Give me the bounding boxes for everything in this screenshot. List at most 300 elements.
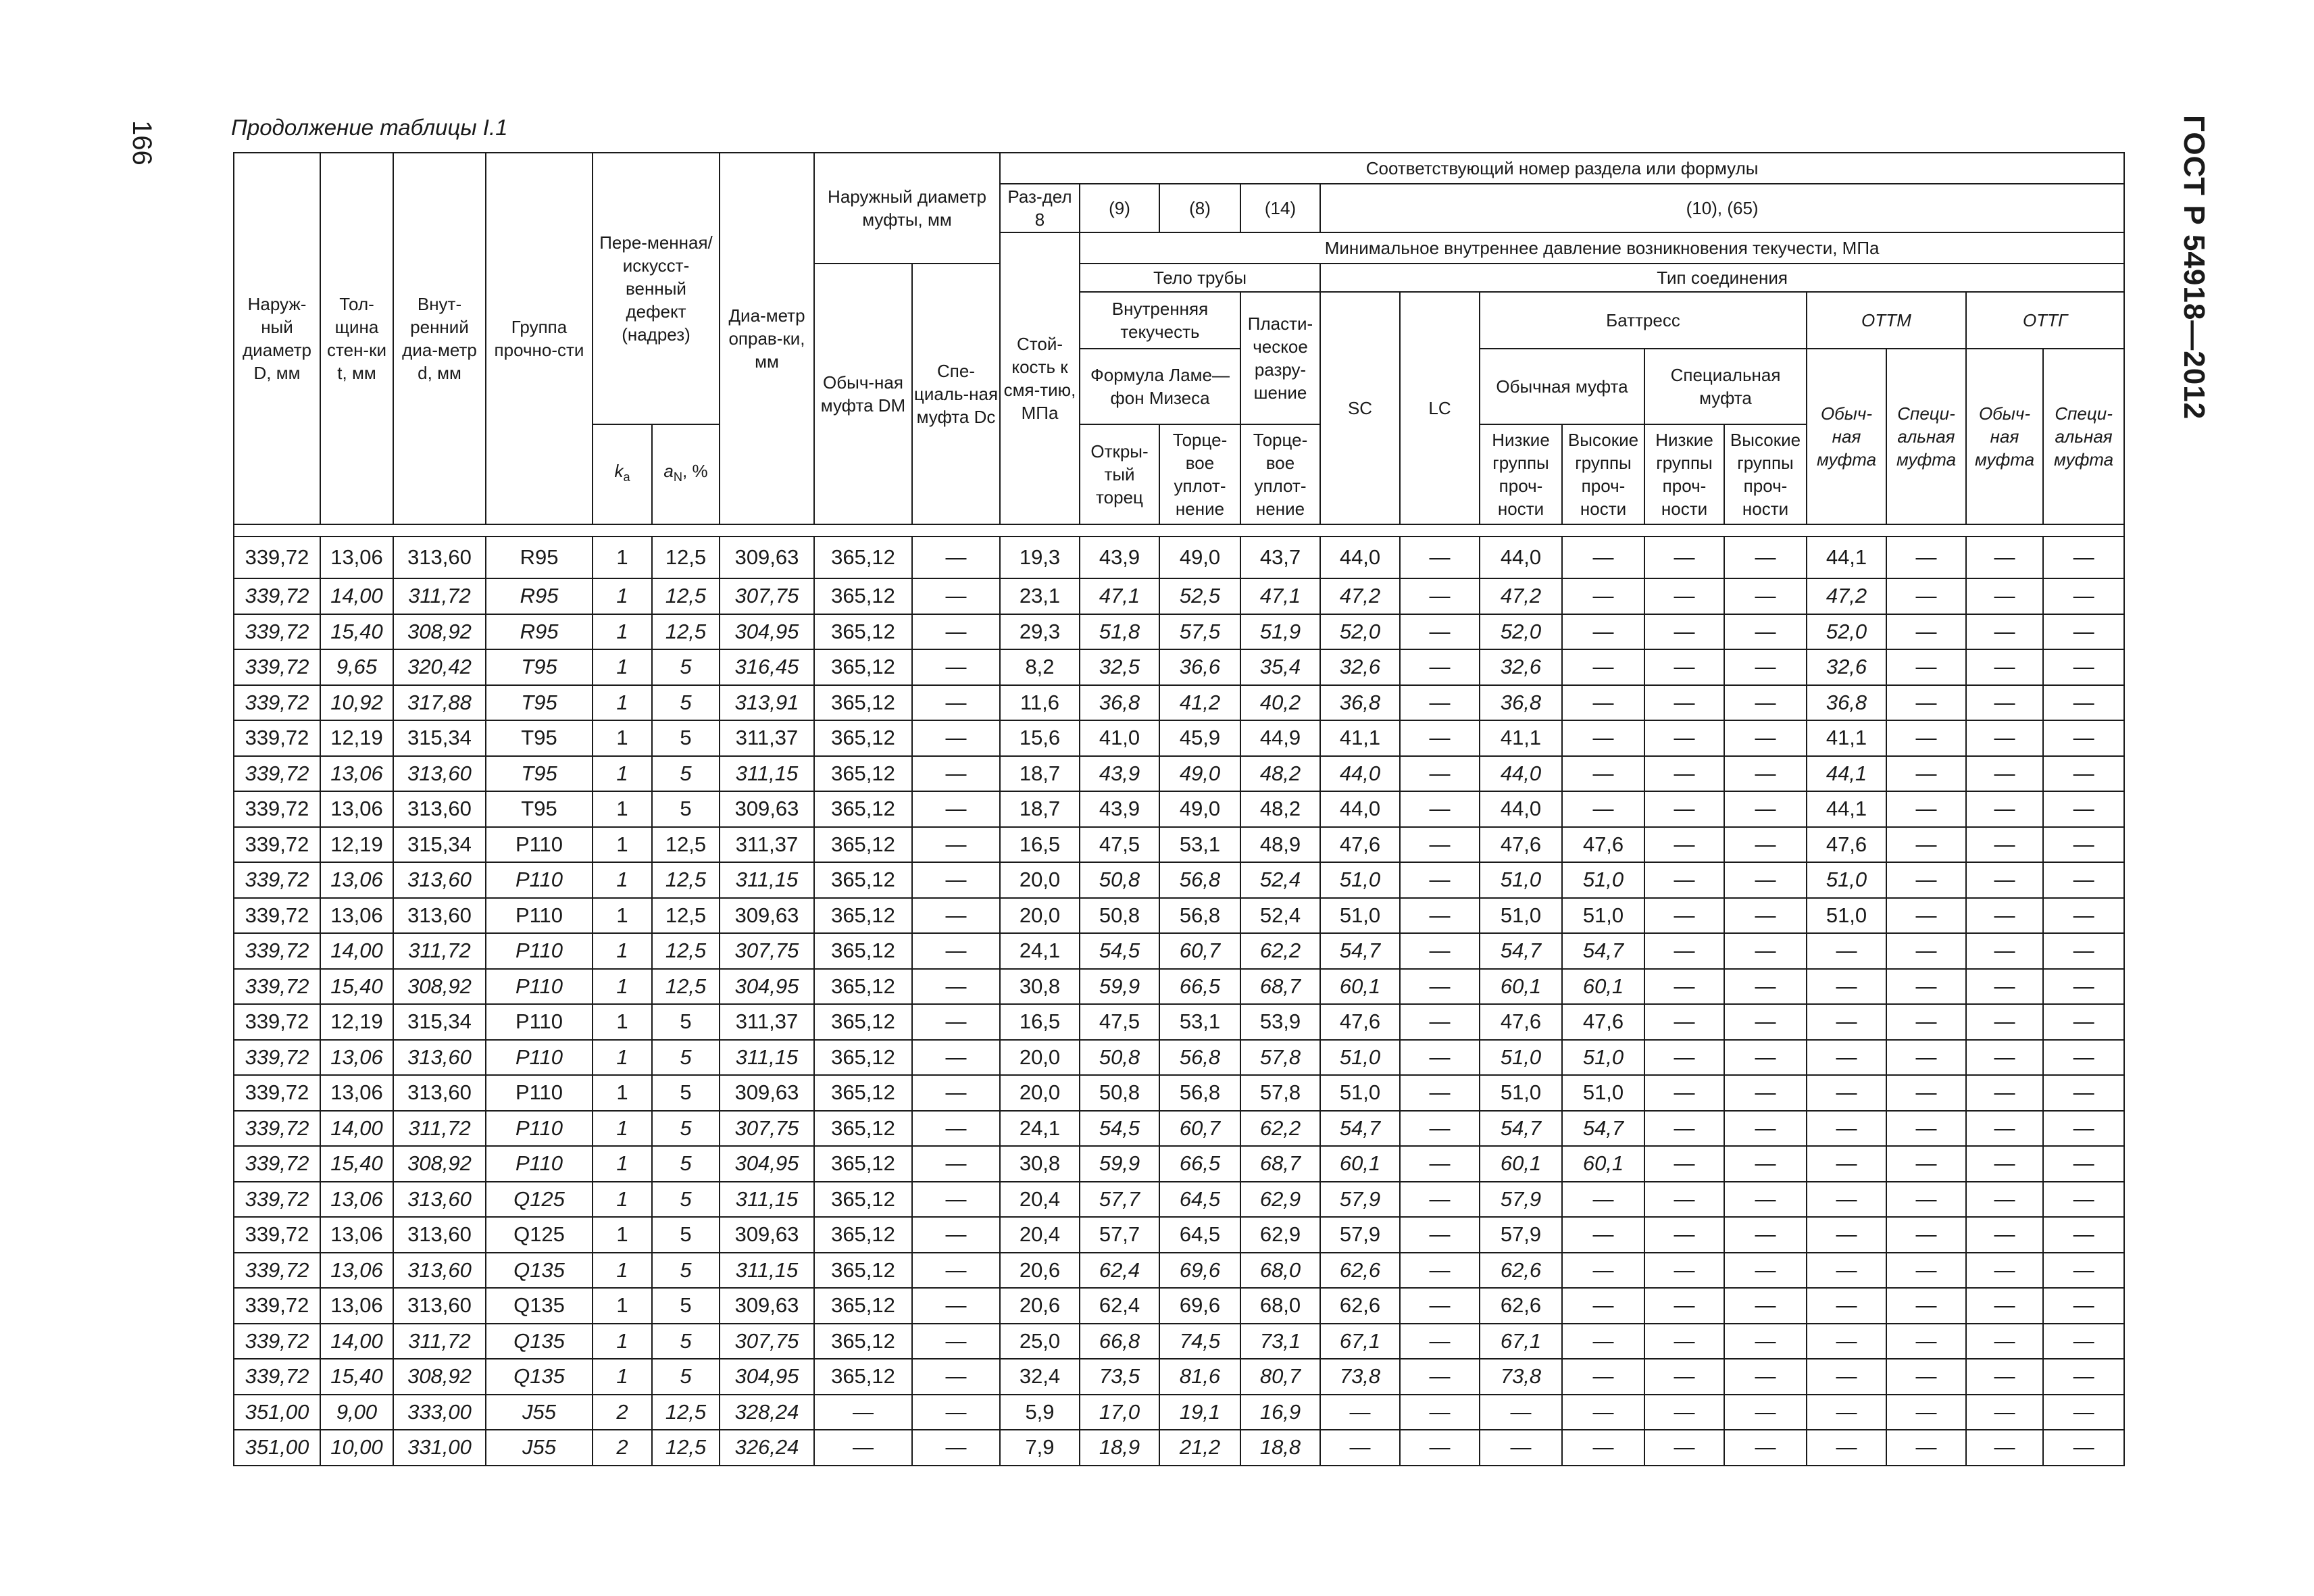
table-cell: 313,60: [393, 1075, 486, 1111]
ottm-header: ОТТМ: [1807, 292, 1966, 349]
table-row: [234, 1359, 2124, 1395]
table-cell: 59,9: [1080, 1146, 1159, 1182]
ottg-header: ОТТГ: [1966, 292, 2124, 349]
table-cell: —: [912, 1430, 1000, 1466]
table-cell: 16,9: [1240, 1395, 1320, 1430]
table-cell: —: [1886, 1075, 1966, 1111]
col-plastic-end-seal: Торце-вое уплот-нение: [1240, 424, 1320, 524]
table-cell: 56,8: [1159, 1040, 1240, 1076]
table-cell: —: [1562, 720, 1644, 756]
table-cell: 320,42: [393, 649, 486, 685]
table-cell: —: [1724, 862, 1807, 898]
table-row: [234, 614, 2124, 650]
table-cell: 41,1: [1480, 720, 1562, 756]
table-cell: 51,0: [1320, 862, 1400, 898]
table-cell: 13,06: [320, 756, 393, 792]
table-cell: 313,60: [393, 898, 486, 934]
table-cell: 54,7: [1562, 1111, 1644, 1147]
table-cell: 1: [593, 933, 652, 969]
table-cell: —: [1724, 685, 1807, 721]
table-cell: 339,72: [234, 1359, 320, 1395]
table-cell: —: [1966, 1075, 2043, 1111]
table-cell: 365,12: [814, 933, 912, 969]
table-cell: 5: [652, 685, 720, 721]
table-cell: —: [1724, 791, 1807, 827]
table-cell: 5: [652, 1111, 720, 1147]
table-cell: —: [1320, 1395, 1400, 1430]
table-cell: 57,7: [1080, 1182, 1159, 1218]
table-cell: —: [1644, 685, 1724, 721]
table-cell: —: [2043, 791, 2124, 827]
table-cell: —: [2043, 933, 2124, 969]
table-cell: 54,7: [1480, 933, 1562, 969]
table-cell: 14,00: [320, 578, 393, 614]
table-cell: 21,2: [1159, 1430, 1240, 1466]
col-defect: Пере-менная/ искусст-венный дефект (надрез): [593, 153, 720, 424]
table-cell: 44,1: [1807, 791, 1886, 827]
table-cell: 48,9: [1240, 827, 1320, 863]
table-cell: 54,7: [1562, 933, 1644, 969]
formula-8: (8): [1159, 184, 1240, 232]
table-cell: —: [1886, 791, 1966, 827]
table-cell: 16,5: [1000, 827, 1080, 863]
table-cell: —: [1400, 1430, 1480, 1466]
table-cell: 15,6: [1000, 720, 1080, 756]
table-cell: 41,2: [1159, 685, 1240, 721]
table-cell: 60,1: [1320, 1146, 1400, 1182]
plastic-failure-header: Пласти-ческое разру-шение: [1240, 292, 1320, 424]
table-cell: 12,5: [652, 1430, 720, 1466]
table-cell: 17,0: [1080, 1395, 1159, 1430]
table-cell: —: [1807, 1182, 1886, 1218]
table-cell: P110: [486, 969, 593, 1005]
table-cell: —: [1644, 1430, 1724, 1466]
table-cell: 309,63: [720, 898, 814, 934]
table-cell: 15,40: [320, 1359, 393, 1395]
table-cell: 339,72: [234, 1075, 320, 1111]
table-cell: —: [1724, 1040, 1807, 1076]
table-cell: —: [2043, 1430, 2124, 1466]
table-cell: 51,0: [1562, 1075, 1644, 1111]
sec8-header: Раз-дел 8: [1000, 184, 1080, 232]
table-cell: 67,1: [1320, 1324, 1400, 1360]
table-cell: —: [1644, 720, 1724, 756]
table-cell: —: [1400, 720, 1480, 756]
table-cell: 52,5: [1159, 578, 1240, 614]
table-cell: —: [2043, 1146, 2124, 1182]
table-cell: 51,0: [1480, 1075, 1562, 1111]
table-cell: 53,1: [1159, 1004, 1240, 1040]
table-cell: 56,8: [1159, 1075, 1240, 1111]
table-cell: —: [1886, 1288, 1966, 1324]
table-cell: 317,88: [393, 685, 486, 721]
table-cell: 64,5: [1159, 1217, 1240, 1253]
table-cell: 16,5: [1000, 1004, 1080, 1040]
table-cell: —: [1724, 537, 1807, 578]
table-cell: 36,8: [1480, 685, 1562, 721]
col-inner-diameter: Внут-ренний диа-метр d, мм: [393, 153, 486, 524]
table-cell: —: [2043, 685, 2124, 721]
col-buttress-spec-high: Высокие группы проч-ности: [1724, 424, 1807, 524]
table-cell: 19,3: [1000, 537, 1080, 578]
table-cell: 24,1: [1000, 1111, 1080, 1147]
table-cell: 339,72: [234, 1324, 320, 1360]
table-cell: 365,12: [814, 827, 912, 863]
table-cell: 311,37: [720, 1004, 814, 1040]
table-cell: 5: [652, 1217, 720, 1253]
table-cell: 5: [652, 1324, 720, 1360]
table-cell: 47,5: [1080, 827, 1159, 863]
table-cell: —: [2043, 1359, 2124, 1395]
table-cell: —: [2043, 756, 2124, 792]
table-cell: 49,0: [1159, 756, 1240, 792]
table-cell: 13,06: [320, 1075, 393, 1111]
table-cell: 51,8: [1080, 614, 1159, 650]
table-cell: —: [912, 537, 1000, 578]
table-cell: 73,8: [1320, 1359, 1400, 1395]
table-cell: 2: [593, 1395, 652, 1430]
table-cell: —: [2043, 1395, 2124, 1430]
table-cell: 20,0: [1000, 1040, 1080, 1076]
table-cell: 47,6: [1480, 1004, 1562, 1040]
table-cell: 14,00: [320, 1111, 393, 1147]
table-cell: 74,5: [1159, 1324, 1240, 1360]
table-cell: 304,95: [720, 969, 814, 1005]
table-cell: Q125: [486, 1182, 593, 1218]
table-cell: 47,6: [1320, 827, 1400, 863]
table-row: [234, 1075, 2124, 1111]
table-cell: —: [1480, 1430, 1562, 1466]
table-cell: 9,65: [320, 649, 393, 685]
table-cell: 365,12: [814, 537, 912, 578]
table-cell: P110: [486, 1040, 593, 1076]
table-cell: 53,9: [1240, 1004, 1320, 1040]
table-cell: —: [912, 685, 1000, 721]
table-cell: —: [2043, 1253, 2124, 1289]
table-cell: 313,60: [393, 1217, 486, 1253]
table-cell: —: [2043, 614, 2124, 650]
table-cell: —: [1400, 756, 1480, 792]
table-caption: Продолжение таблицы I.1: [231, 115, 508, 140]
table-cell: 5: [652, 720, 720, 756]
table-cell: 311,15: [720, 1182, 814, 1218]
table-cell: —: [1724, 933, 1807, 969]
table-row: [234, 1324, 2124, 1360]
table-row: [234, 537, 2124, 578]
table-row: [234, 1111, 2124, 1147]
table-cell: —: [1644, 756, 1724, 792]
table-cell: 59,9: [1080, 969, 1159, 1005]
buttress-regular-header: Обычная муфта: [1480, 349, 1644, 424]
table-cell: 315,34: [393, 1004, 486, 1040]
table-cell: 41,0: [1080, 720, 1159, 756]
table-cell: 66,5: [1159, 1146, 1240, 1182]
table-cell: 51,9: [1240, 614, 1320, 650]
table-cell: 12,5: [652, 578, 720, 614]
table-cell: 1: [593, 1004, 652, 1040]
table-cell: 54,5: [1080, 933, 1159, 969]
table-cell: —: [1886, 1182, 1966, 1218]
table-cell: 311,72: [393, 1324, 486, 1360]
table-cell: 5: [652, 1288, 720, 1324]
table-cell: —: [1886, 1324, 1966, 1360]
table-cell: —: [2043, 1111, 2124, 1147]
table-cell: Q135: [486, 1359, 593, 1395]
table-cell: 25,0: [1000, 1324, 1080, 1360]
table-cell: —: [2043, 649, 2124, 685]
table-cell: —: [1400, 969, 1480, 1005]
table-cell: 365,12: [814, 756, 912, 792]
table-cell: 365,12: [814, 1004, 912, 1040]
table-cell: 1: [593, 1075, 652, 1111]
table-cell: —: [1644, 827, 1724, 863]
table-cell: —: [1400, 1111, 1480, 1147]
table-cell: —: [1400, 1146, 1480, 1182]
table-cell: —: [1644, 1111, 1724, 1147]
table-row: [234, 578, 2124, 614]
table-cell: —: [1400, 1004, 1480, 1040]
table-cell: —: [1562, 649, 1644, 685]
table-cell: 60,7: [1159, 933, 1240, 969]
formula-9: (9): [1080, 184, 1159, 232]
table-cell: 304,95: [720, 1146, 814, 1182]
table-cell: 24,1: [1000, 933, 1080, 969]
table-cell: 1: [593, 720, 652, 756]
table-cell: —: [1886, 685, 1966, 721]
table-cell: —: [1724, 1146, 1807, 1182]
table-cell: —: [1400, 1217, 1480, 1253]
table-cell: 51,0: [1807, 898, 1886, 934]
table-cell: 12,5: [652, 969, 720, 1005]
table-cell: 53,1: [1159, 827, 1240, 863]
table-row: [234, 1288, 2124, 1324]
table-cell: T95: [486, 685, 593, 721]
table-cell: 339,72: [234, 720, 320, 756]
table-cell: —: [1400, 862, 1480, 898]
table-cell: 315,34: [393, 827, 486, 863]
table-cell: —: [2043, 578, 2124, 614]
col-ottg-special: Специ-альная муфта: [2043, 349, 2124, 524]
table-cell: 13,06: [320, 898, 393, 934]
table-cell: 57,8: [1240, 1040, 1320, 1076]
table-cell: 57,9: [1480, 1217, 1562, 1253]
table-cell: 311,37: [720, 720, 814, 756]
table-cell: —: [2043, 969, 2124, 1005]
table-cell: —: [912, 898, 1000, 934]
col-buttress-reg-low: Низкие группы проч-ности: [1480, 424, 1562, 524]
table-cell: 32,5: [1080, 649, 1159, 685]
table-cell: R95: [486, 537, 593, 578]
table-cell: 5: [652, 1146, 720, 1182]
table-cell: 15,40: [320, 614, 393, 650]
table-cell: 5: [652, 1182, 720, 1218]
table-cell: —: [1562, 1182, 1644, 1218]
table-cell: 309,63: [720, 1217, 814, 1253]
table-cell: 1: [593, 791, 652, 827]
table-cell: —: [1562, 1324, 1644, 1360]
table-cell: —: [1966, 1430, 2043, 1466]
table-cell: 308,92: [393, 1146, 486, 1182]
table-cell: —: [912, 1111, 1000, 1147]
table-cell: 47,2: [1320, 578, 1400, 614]
table-cell: —: [1724, 756, 1807, 792]
table-cell: 5: [652, 1040, 720, 1076]
table-cell: —: [1807, 1040, 1886, 1076]
table-cell: 313,60: [393, 1253, 486, 1289]
table-cell: 56,8: [1159, 898, 1240, 934]
table-cell: —: [1644, 578, 1724, 614]
table-cell: 311,72: [393, 933, 486, 969]
table-cell: 339,72: [234, 1111, 320, 1147]
table-cell: P110: [486, 1075, 593, 1111]
table-cell: 54,7: [1320, 933, 1400, 969]
table-cell: 309,63: [720, 1288, 814, 1324]
table-cell: 311,15: [720, 1253, 814, 1289]
table-cell: 60,1: [1480, 1146, 1562, 1182]
table-cell: —: [1644, 1146, 1724, 1182]
table-cell: 365,12: [814, 1253, 912, 1289]
formula-14: (14): [1240, 184, 1320, 232]
table-cell: 10,00: [320, 1430, 393, 1466]
table-cell: 64,5: [1159, 1182, 1240, 1218]
table-cell: 5: [652, 1075, 720, 1111]
table-cell: —: [1400, 537, 1480, 578]
table-cell: —: [1562, 1359, 1644, 1395]
table-cell: 52,0: [1480, 614, 1562, 650]
col-special-coupling: Спе-циаль-ная муфта Dc: [912, 264, 1000, 524]
table-cell: 12,19: [320, 1004, 393, 1040]
table-cell: 1: [593, 862, 652, 898]
table-cell: —: [1644, 933, 1724, 969]
table-cell: —: [1724, 827, 1807, 863]
table-cell: 73,5: [1080, 1359, 1159, 1395]
table-cell: 365,12: [814, 685, 912, 721]
table-cell: 36,8: [1807, 685, 1886, 721]
col-regular-coupling: Обыч-ная муфта DM: [814, 264, 912, 524]
table-cell: —: [1886, 756, 1966, 792]
table-cell: 51,0: [1480, 862, 1562, 898]
table-cell: —: [1400, 1040, 1480, 1076]
table-cell: —: [1644, 1288, 1724, 1324]
table-cell: 5: [652, 1253, 720, 1289]
table-cell: 304,95: [720, 1359, 814, 1395]
table-cell: 57,9: [1320, 1182, 1400, 1218]
table-cell: 331,00: [393, 1430, 486, 1466]
table-cell: 313,60: [393, 862, 486, 898]
table-cell: —: [1966, 1359, 2043, 1395]
table-cell: 309,63: [720, 537, 814, 578]
table-cell: —: [1724, 1430, 1807, 1466]
table-cell: P110: [486, 1146, 593, 1182]
table-cell: —: [1966, 1146, 2043, 1182]
table-cell: 1: [593, 1288, 652, 1324]
table-cell: —: [1966, 1040, 2043, 1076]
table-cell: —: [1724, 1217, 1807, 1253]
table-cell: 43,9: [1080, 756, 1159, 792]
table-cell: 47,6: [1562, 827, 1644, 863]
table-cell: —: [1886, 933, 1966, 969]
table-cell: 1: [593, 1324, 652, 1360]
buttress-header: Баттресс: [1480, 292, 1807, 349]
table-cell: —: [1562, 614, 1644, 650]
table-cell: 365,12: [814, 969, 912, 1005]
table-cell: P110: [486, 1004, 593, 1040]
table-cell: 20,6: [1000, 1288, 1080, 1324]
table-cell: 307,75: [720, 1324, 814, 1360]
table-cell: 13,06: [320, 1217, 393, 1253]
table-cell: 47,2: [1807, 578, 1886, 614]
header-spacer: [234, 524, 2124, 537]
table-cell: —: [1724, 1111, 1807, 1147]
table-cell: —: [1966, 1004, 2043, 1040]
table-cell: —: [1807, 1004, 1886, 1040]
table-cell: —: [814, 1395, 912, 1430]
table-cell: 18,8: [1240, 1430, 1320, 1466]
table-cell: 30,8: [1000, 969, 1080, 1005]
table-cell: —: [912, 1004, 1000, 1040]
table-cell: —: [1886, 1040, 1966, 1076]
table-cell: 1: [593, 685, 652, 721]
col-collapse: Стой-кость к смя-тию, МПа: [1000, 232, 1080, 524]
table-cell: 13,06: [320, 1182, 393, 1218]
table-cell: R95: [486, 578, 593, 614]
table-row: [234, 1395, 2124, 1430]
table-cell: —: [912, 1288, 1000, 1324]
table-cell: 60,1: [1562, 969, 1644, 1005]
table-header: [234, 153, 2124, 537]
table-cell: 44,0: [1320, 756, 1400, 792]
table-cell: 5,9: [1000, 1395, 1080, 1430]
table-cell: —: [1724, 578, 1807, 614]
table-cell: 339,72: [234, 756, 320, 792]
table-cell: —: [2043, 720, 2124, 756]
table-cell: 13,06: [320, 537, 393, 578]
table-cell: —: [912, 720, 1000, 756]
table-cell: —: [1320, 1430, 1400, 1466]
table-cell: —: [2043, 1075, 2124, 1111]
table-cell: —: [912, 933, 1000, 969]
table-cell: —: [1644, 1253, 1724, 1289]
table-cell: 43,9: [1080, 791, 1159, 827]
table-cell: 339,72: [234, 827, 320, 863]
table-cell: P110: [486, 933, 593, 969]
table-cell: —: [1644, 1040, 1724, 1076]
table-cell: 12,5: [652, 862, 720, 898]
table-cell: —: [1724, 898, 1807, 934]
table-cell: —: [1644, 791, 1724, 827]
table-cell: 47,6: [1480, 827, 1562, 863]
table-cell: 50,8: [1080, 1040, 1159, 1076]
table-cell: —: [1724, 1395, 1807, 1430]
table-cell: 44,0: [1320, 791, 1400, 827]
table-cell: —: [1966, 649, 2043, 685]
formula-10-65: (10), (65): [1320, 184, 2124, 232]
table-cell: 54,7: [1320, 1111, 1400, 1147]
table-cell: 66,8: [1080, 1324, 1159, 1360]
table-cell: 339,72: [234, 685, 320, 721]
table-cell: 365,12: [814, 1146, 912, 1182]
table-cell: 311,72: [393, 1111, 486, 1147]
table-cell: —: [1886, 1111, 1966, 1147]
table-cell: 309,63: [720, 1075, 814, 1111]
table-cell: 51,0: [1562, 898, 1644, 934]
table-row: [234, 756, 2124, 792]
table-cell: 57,9: [1320, 1217, 1400, 1253]
col-ottm-special: Специ-альная муфта: [1886, 349, 1966, 524]
table-cell: —: [1562, 1430, 1644, 1466]
table-cell: 1: [593, 1111, 652, 1147]
table-cell: P110: [486, 827, 593, 863]
